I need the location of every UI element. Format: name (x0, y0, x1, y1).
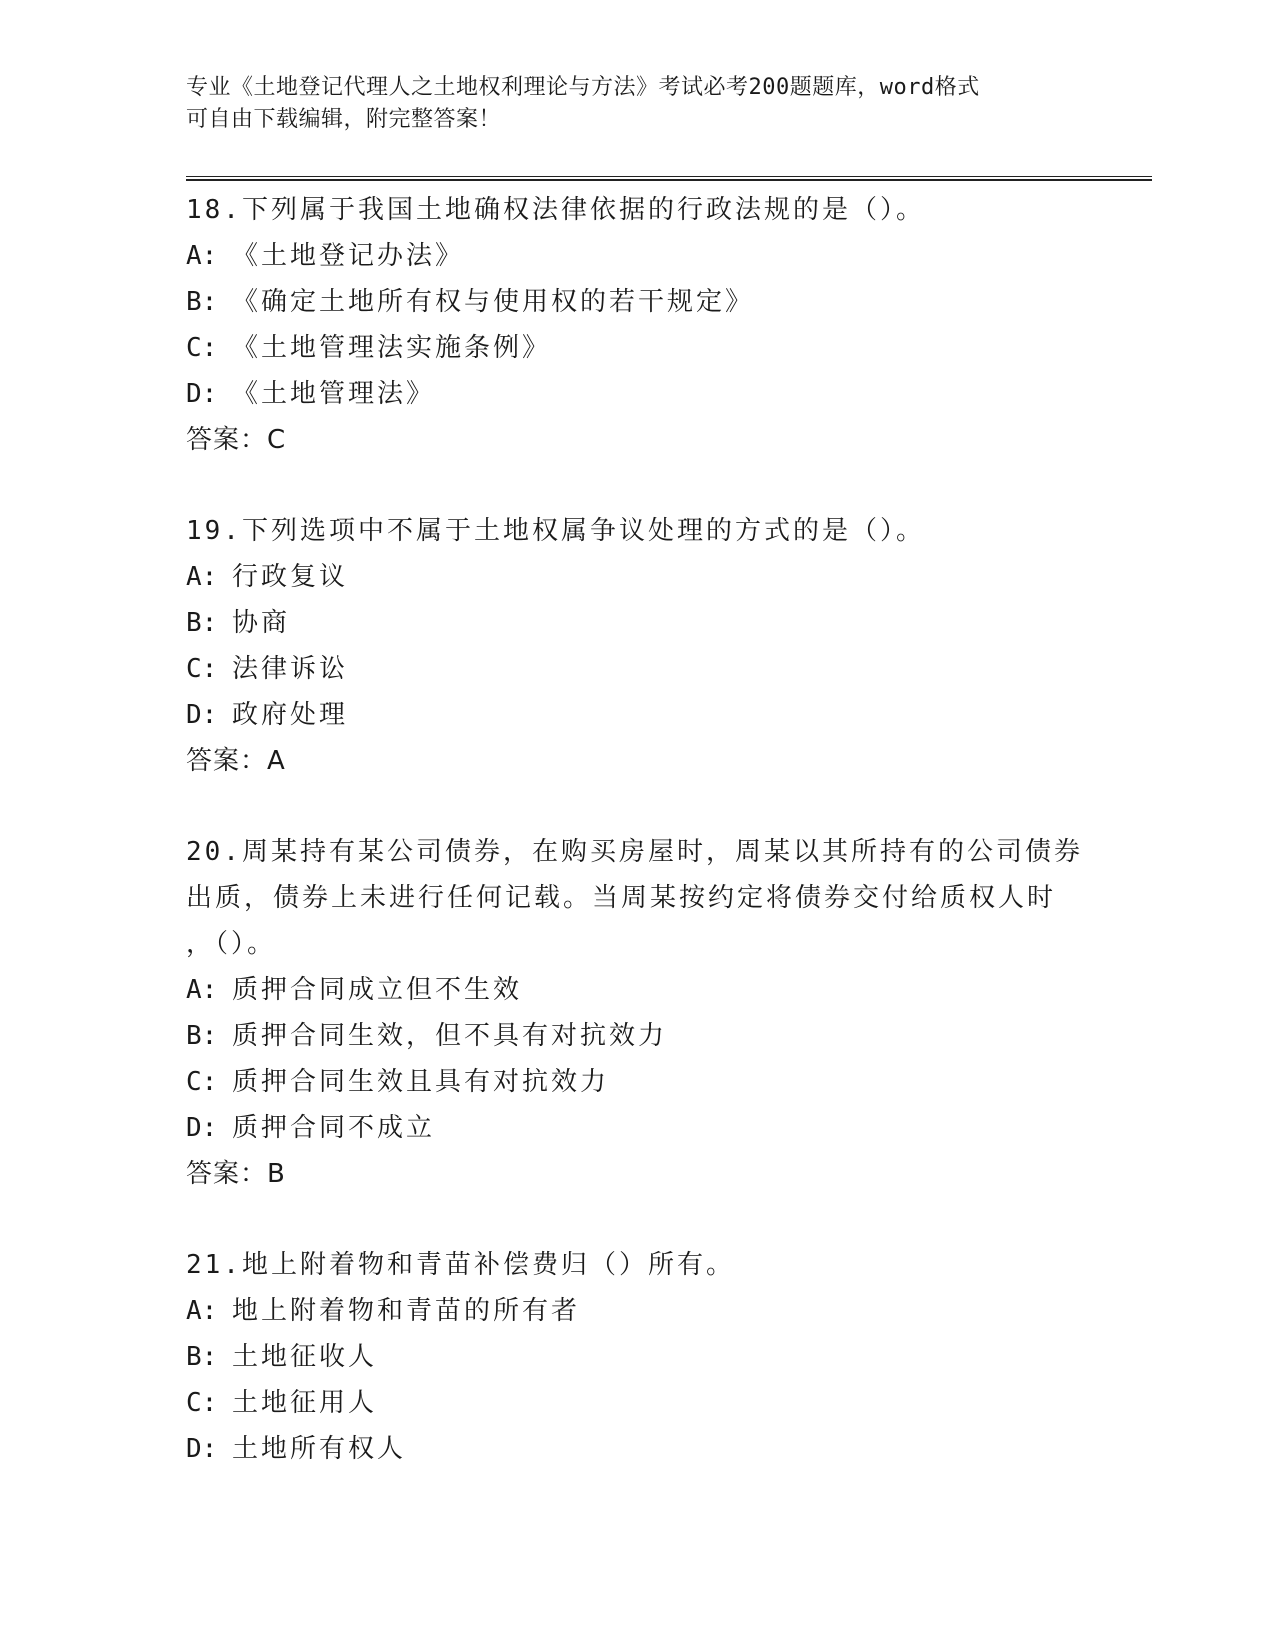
question-stem: 20.周某持有某公司债券，在购买房屋时，周某以其所持有的公司债券 (186, 837, 1083, 867)
question-stem-cont: 出质，债券上未进行任何记载。当周某按约定将债券交付给质权人时 (186, 883, 1057, 913)
option-key: B: (186, 1342, 218, 1372)
option-b (186, 600, 1146, 646)
option-d (186, 1426, 1146, 1472)
option-key: A: (186, 241, 218, 271)
option-b (186, 1334, 1146, 1380)
question-20 (186, 829, 1146, 1197)
option-key: B: (186, 287, 218, 317)
option-key: D: (186, 379, 218, 409)
option-text: 《土地登记办法》 (232, 241, 465, 271)
question-stem: 19.下列选项中不属于土地权属争议处理的方式的是（）。 (186, 516, 925, 546)
option-key: D: (186, 1434, 218, 1464)
option-a (186, 1288, 1146, 1334)
option-key: C: (186, 333, 218, 363)
question-stem: 18.下列属于我国土地确权法律依据的行政法规的是（）。 (186, 195, 925, 225)
answer-line: 答案：A (186, 746, 286, 776)
option-a (186, 233, 1146, 279)
option-text: 《土地管理法》 (232, 379, 436, 409)
option-text: 质押合同生效且具有对抗效力 (232, 1067, 610, 1097)
header-line-2: 可自由下载编辑，附完整答案！ (186, 107, 502, 132)
option-text: 协商 (232, 608, 291, 638)
option-c (186, 646, 1146, 692)
question-21 (186, 1242, 1146, 1472)
answer-line: 答案：C (186, 425, 287, 455)
option-text: 政府处理 (232, 700, 349, 730)
option-text: 法律诉讼 (232, 654, 349, 684)
option-key: B: (186, 1021, 218, 1051)
option-key: D: (186, 700, 218, 730)
header-line-1: 专业《土地登记代理人之土地权利理论与方法》考试必考200题题库，word格式 (186, 75, 980, 100)
document-header (186, 72, 1086, 136)
option-c (186, 1380, 1146, 1426)
option-d (186, 371, 1146, 417)
option-key: C: (186, 654, 218, 684)
option-text: 地上附着物和青苗的所有者 (232, 1296, 581, 1326)
option-key: C: (186, 1067, 218, 1097)
option-text: 行政复议 (232, 562, 349, 592)
option-key: D: (186, 1113, 218, 1143)
option-key: B: (186, 608, 218, 638)
question-stem: 21.地上附着物和青苗补偿费归（）所有。 (186, 1250, 735, 1280)
option-text: 质押合同生效，但不具有对抗效力 (232, 1021, 668, 1051)
option-text: 土地征用人 (232, 1388, 378, 1418)
question-stem-cont: ，（）。 (186, 929, 277, 959)
option-text: 质押合同成立但不生效 (232, 975, 523, 1005)
header-divider (186, 176, 1152, 181)
question-18 (186, 187, 1146, 463)
option-key: A: (186, 562, 218, 592)
option-key: A: (186, 1296, 218, 1326)
answer-line: 答案：B (186, 1159, 286, 1189)
option-text: 质押合同不成立 (232, 1113, 436, 1143)
option-text: 土地所有权人 (232, 1434, 407, 1464)
option-c (186, 1059, 1146, 1105)
option-text: 《确定土地所有权与使用权的若干规定》 (232, 287, 755, 317)
option-a (186, 967, 1146, 1013)
option-d (186, 692, 1146, 738)
option-b (186, 279, 1146, 325)
option-text: 《土地管理法实施条例》 (232, 333, 552, 363)
option-text: 土地征收人 (232, 1342, 378, 1372)
option-a (186, 554, 1146, 600)
question-list (186, 187, 1146, 1472)
question-19 (186, 508, 1146, 784)
option-d (186, 1105, 1146, 1151)
option-key: A: (186, 975, 218, 1005)
option-b (186, 1013, 1146, 1059)
option-key: C: (186, 1388, 218, 1418)
option-c (186, 325, 1146, 371)
